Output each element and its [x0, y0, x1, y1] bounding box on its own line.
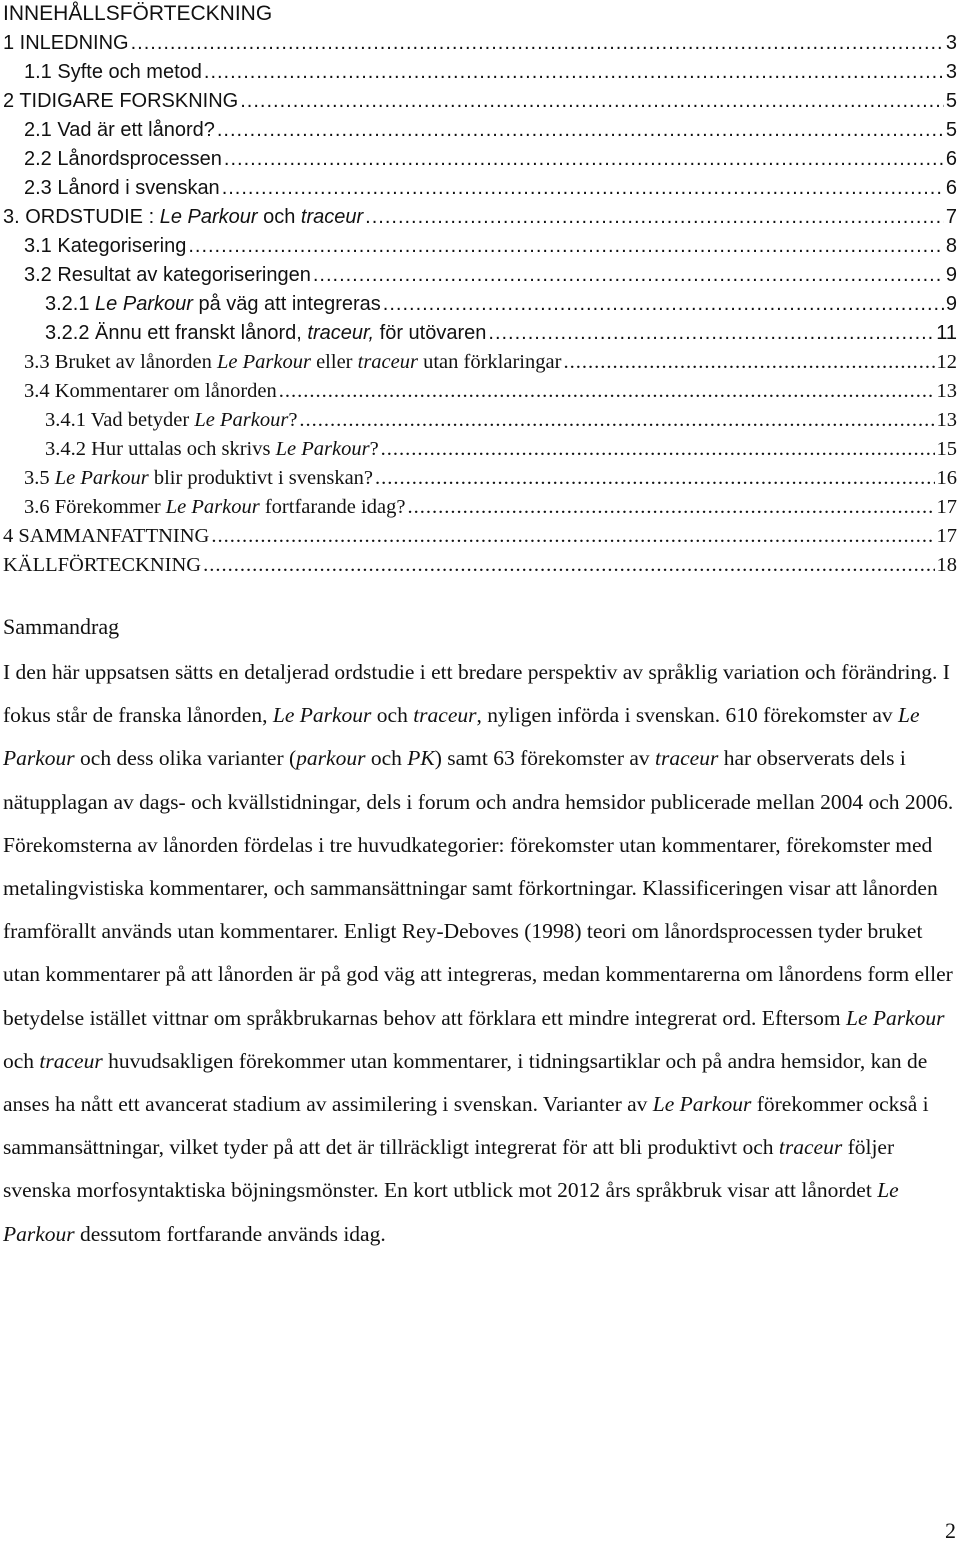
- text-run: ?: [369, 438, 379, 460]
- toc-entry-page: 16: [936, 467, 957, 489]
- text-run: huvudsakligen förekommer utan kommentarer, i tidningsartiklar och på andra hemsidor, kan de anses ha nått ett avancerat stadium av assimilering i svenskan. Varianter av: [3, 1048, 928, 1117]
- italic-text: traceur: [39, 1048, 103, 1073]
- toc-entry[interactable]: [0, 87, 957, 116]
- toc-dot-leader: [383, 290, 944, 319]
- toc-entry-title: [24, 464, 373, 493]
- text-run: 1.1 Syfte och metod: [24, 61, 202, 83]
- toc-dot-leader: [313, 261, 944, 290]
- toc-entry-page: 6: [945, 148, 957, 170]
- text-run: 3.3 Bruket av lånorden: [24, 351, 217, 373]
- text-run: 2 TIDIGARE FORSKNING: [3, 90, 239, 112]
- italic-text: PK: [407, 746, 435, 771]
- toc-entry-title: [24, 174, 220, 203]
- text-run: eller: [310, 351, 358, 373]
- toc-dot-leader: [563, 348, 934, 377]
- italic-text: parkour: [296, 746, 366, 771]
- toc-entry[interactable]: [0, 493, 957, 522]
- toc-dot-leader: [203, 551, 934, 580]
- toc-entry[interactable]: [0, 522, 957, 551]
- toc-entry[interactable]: [0, 464, 957, 493]
- toc-dot-leader: [204, 58, 944, 87]
- toc-dot-leader: [381, 435, 935, 464]
- toc-entry-page: 7: [945, 206, 957, 228]
- text-run: ?: [288, 409, 298, 431]
- toc-entry-title: [45, 290, 381, 319]
- toc-entry-page: 5: [945, 119, 957, 141]
- text-run: KÄLLFÖRTECKNING: [3, 554, 202, 576]
- italic-text: Le Parkour: [272, 703, 372, 728]
- toc-entry-title: [3, 551, 201, 580]
- text-run: 3.2 Resultat av kategoriseringen: [24, 264, 311, 286]
- toc-entry[interactable]: [0, 145, 957, 174]
- toc-entry[interactable]: [0, 290, 957, 319]
- toc-entry-page: 12: [936, 351, 957, 373]
- italic-text: traceur: [655, 746, 719, 771]
- toc-entry-title: [45, 435, 379, 464]
- toc-entry-page: 17: [936, 525, 957, 547]
- toc-entry-title: [24, 348, 561, 377]
- text-run: fortfarande idag?: [259, 496, 406, 518]
- toc-entry[interactable]: [0, 232, 957, 261]
- page-number: 2: [945, 1518, 956, 1543]
- toc-entry[interactable]: [0, 377, 957, 406]
- italic-text: traceur: [300, 206, 364, 228]
- italic-text: Le Parkour: [3, 1178, 899, 1246]
- text-run: 3.2.2 Ännu ett franskt lånord,: [45, 322, 308, 344]
- italic-text: Le Parkour: [217, 351, 311, 373]
- toc-entry-page: 17: [936, 496, 957, 518]
- toc-entry[interactable]: [0, 435, 957, 464]
- toc-entry-title: [24, 116, 215, 145]
- italic-text: Le Parkour: [95, 293, 193, 315]
- toc-entry[interactable]: [0, 116, 957, 145]
- toc-entry-title: [3, 203, 363, 232]
- italic-text: traceur: [413, 703, 477, 728]
- toc-entry-page: 13: [936, 380, 957, 402]
- italic-text: Le Parkour: [846, 1005, 945, 1030]
- toc-entry-title: [3, 87, 238, 116]
- italic-text: Le Parkour: [194, 409, 289, 431]
- toc-dot-leader: [240, 87, 944, 116]
- text-run: och: [365, 746, 408, 771]
- toc-entry-title: [24, 493, 405, 522]
- toc-entry-page: 9: [945, 264, 957, 286]
- summary-heading: Sammandrag: [3, 614, 120, 639]
- toc-entry-page: 15: [936, 438, 957, 460]
- text-run: blir produktivt i svenskan?: [148, 467, 374, 489]
- toc-dot-leader: [407, 493, 934, 522]
- text-run: 3.4.1 Vad betyder: [45, 409, 195, 431]
- toc-entry[interactable]: [0, 406, 957, 435]
- text-run: för utövaren: [374, 322, 487, 344]
- toc-entry-page: 9: [945, 293, 957, 315]
- italic-text: Le Parkour: [652, 1092, 752, 1117]
- toc-entry[interactable]: [0, 319, 957, 348]
- toc-entry[interactable]: [0, 58, 957, 87]
- toc-entry-page: 8: [945, 235, 957, 257]
- toc-heading: INNEHÅLLSFÖRTECKNING: [3, 2, 273, 25]
- toc-dot-leader: [188, 232, 944, 261]
- text-run: ) samt 63 förekomster av: [434, 746, 656, 771]
- toc-entry-page: 18: [936, 554, 957, 576]
- toc-entry-title: [45, 406, 297, 435]
- toc-entry-title: [24, 232, 186, 261]
- text-run: har observerats dels i nätupplagan av dags- och kvällstidningar, dels i forum och andra hemsidor publicerade mellan 2004 och 2006. Förekomsterna av lånorden fördelas i tre huvudkategorier: förekomster utan kommentarer, förekomster med metalingvistiska kommentarer, och sammansättningar samt förkortningar. Klassificeringen visar att lånorden framförallt används utan kommentarer. Enligt Rey-Deboves (1998) teori om lånordsprocessen tyder bruket utan kommentarer på att lånorden är på god väg att integreras, medan kommentarerna om lånordens form eller betydelse istället vittnar om språkbrukarnas behov att förklara ett mindre integrerat ord. Eftersom: [3, 746, 954, 1030]
- toc-entry-title: [24, 261, 311, 290]
- toc-entry-page: 3: [945, 61, 957, 83]
- toc-entry-page: 6: [945, 177, 957, 199]
- text-run: 3. ORDSTUDIE :: [3, 206, 160, 228]
- text-run: 3.6 Förekommer: [24, 496, 166, 518]
- toc-dot-leader: [488, 319, 934, 348]
- text-run: följer svenska morfosyntaktiska böjningsmönster. En kort utblick mot 2012 års språkbruk visar att lånordet: [3, 1135, 895, 1203]
- text-run: , nyligen införda i svenskan. 610 förekomster av: [476, 703, 899, 728]
- toc-entry-title: [24, 145, 222, 174]
- toc-dot-leader: [224, 145, 944, 174]
- text-run: 4 SAMMANFATTNING: [3, 525, 210, 547]
- italic-text: Le Parkour: [159, 206, 258, 228]
- text-run: och dess olika varianter (: [74, 746, 297, 771]
- text-run: 2.1 Vad är ett lånord?: [24, 119, 215, 141]
- toc-dot-leader: [365, 203, 944, 232]
- text-run: på väg att integreras: [192, 293, 381, 315]
- toc-entry-title: [24, 58, 202, 87]
- toc-dot-leader: [131, 29, 944, 58]
- italic-text: traceur: [778, 1135, 843, 1160]
- toc-dot-leader: [222, 174, 944, 203]
- text-run: och: [371, 703, 414, 728]
- toc-entry[interactable]: [0, 348, 957, 377]
- text-run: 3.1 Kategorisering: [24, 235, 187, 257]
- toc-entry[interactable]: [0, 203, 957, 232]
- toc-entry[interactable]: [0, 551, 957, 580]
- text-run: I den här uppsatsen sätts en detaljerad ordstudie i ett bredare perspektiv av språklig variation och förändring. I fokus står de franska lånorden,: [3, 660, 950, 728]
- toc-dot-leader: [217, 116, 944, 145]
- toc-entry[interactable]: [0, 261, 957, 290]
- text-run: dessutom fortfarande används idag.: [74, 1221, 386, 1246]
- toc-entry-page: 3: [945, 32, 957, 54]
- table-of-contents: [0, 29, 957, 580]
- italic-text: Le Parkour: [54, 467, 149, 489]
- toc-entry[interactable]: [0, 174, 957, 203]
- italic-text: traceur: [357, 351, 418, 373]
- toc-dot-leader: [211, 522, 934, 551]
- toc-entry-title: [24, 377, 277, 406]
- toc-entry-title: [45, 319, 486, 348]
- toc-entry-page: 11: [936, 322, 957, 344]
- text-run: förekommer också i sammansättningar, vilket tyder på att det är tillräckligt integrerat för att bli produktivt och: [3, 1092, 929, 1160]
- text-run: 3.2.1: [45, 293, 96, 315]
- toc-entry-page: 5: [945, 90, 957, 112]
- italic-text: traceur,: [307, 322, 375, 344]
- toc-entry-title: [3, 29, 129, 58]
- toc-entry-page: 13: [936, 409, 957, 431]
- italic-text: Le Parkour: [165, 496, 260, 518]
- toc-entry[interactable]: [0, 29, 957, 58]
- text-run: 2.3 Lånord i svenskan: [24, 177, 220, 199]
- toc-dot-leader: [375, 464, 934, 493]
- toc-dot-leader: [299, 406, 934, 435]
- summary-body: [3, 651, 955, 1256]
- text-run: 3.5: [24, 467, 55, 489]
- text-run: 1 INLEDNING: [3, 32, 129, 54]
- text-run: utan förklaringar: [417, 351, 562, 373]
- toc-entry-title: [3, 522, 209, 551]
- text-run: 2.2 Lånordsprocessen: [24, 148, 222, 170]
- text-run: 3.4 Kommentarer om lånorden: [24, 380, 277, 402]
- italic-text: Le Parkour: [275, 438, 370, 460]
- text-run: 3.4.2 Hur uttalas och skrivs: [45, 438, 276, 460]
- italic-text: Le Parkour: [3, 703, 920, 771]
- text-run: och: [3, 1048, 40, 1073]
- text-run: och: [257, 206, 301, 228]
- toc-dot-leader: [279, 377, 935, 406]
